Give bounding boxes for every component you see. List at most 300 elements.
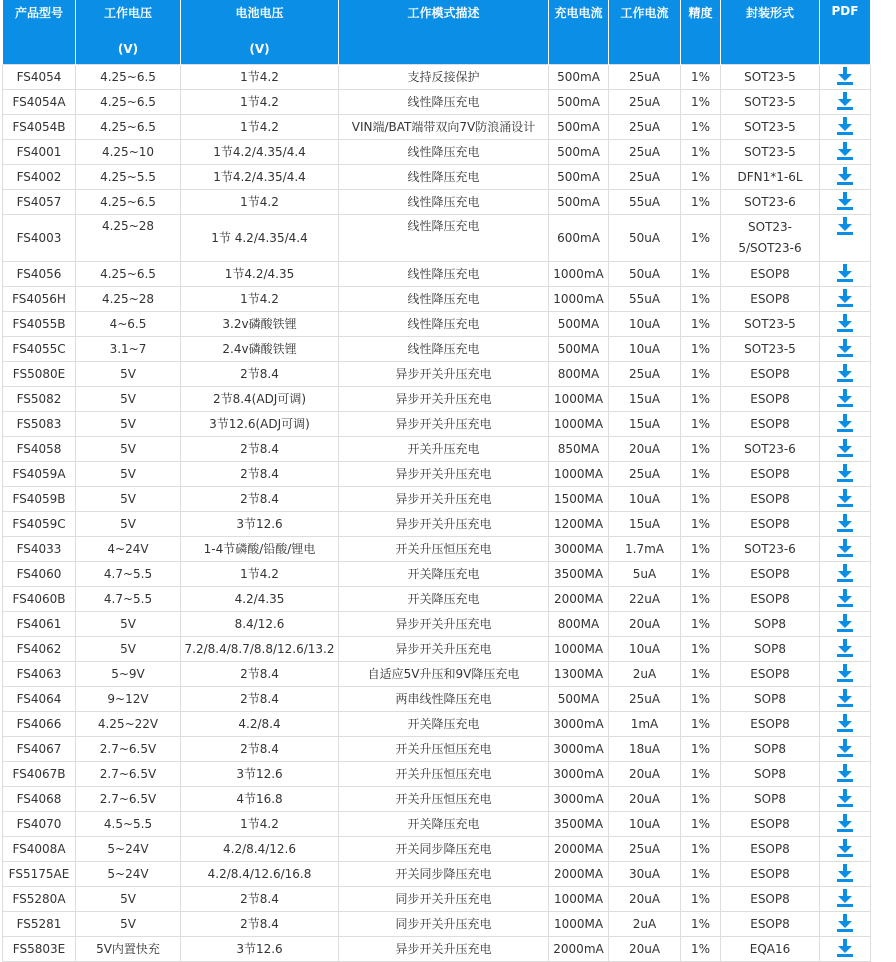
header-battery: 电池电压 (V)	[181, 0, 339, 65]
table-row	[3, 462, 871, 487]
cell-pdf	[820, 115, 871, 140]
download-arrow-icon[interactable]	[837, 839, 853, 857]
cell-battery: 1节4.2	[181, 562, 339, 587]
download-arrow-icon[interactable]	[837, 142, 853, 160]
cell-package: SOT23-5	[721, 312, 820, 337]
cell-package: ESOP8	[721, 887, 820, 912]
cell-mode: 开关降压充电	[339, 587, 549, 612]
cell-model: FS4058	[3, 437, 76, 462]
cell-voltage: 4.25~22V	[76, 712, 181, 737]
cell-mode: 线性降压充电	[339, 215, 549, 262]
header-charge-current: 充电电流	[549, 0, 609, 65]
cell-charge-current: 1000MA	[549, 912, 609, 937]
download-arrow-icon[interactable]	[837, 414, 853, 432]
cell-charge-current: 3000mA	[549, 712, 609, 737]
cell-precision: 1%	[681, 115, 721, 140]
cell-voltage: 4.25~6.5	[76, 65, 181, 90]
cell-voltage: 2.7~6.5V	[76, 787, 181, 812]
cell-mode: 开关同步降压充电	[339, 837, 549, 862]
cell-package: ESOP8	[721, 812, 820, 837]
cell-charge-current: 500MA	[549, 312, 609, 337]
cell-model: FS4002	[3, 165, 76, 190]
download-arrow-icon[interactable]	[837, 939, 853, 957]
table-row	[3, 215, 871, 262]
cell-battery: 1节4.2	[181, 115, 339, 140]
table-row	[3, 737, 871, 762]
cell-package: SOP8	[721, 737, 820, 762]
cell-package: ESOP8	[721, 562, 820, 587]
cell-model: FS4057	[3, 190, 76, 215]
cell-mode: 开关升压恒压充电	[339, 762, 549, 787]
cell-mode: 开关同步降压充电	[339, 862, 549, 887]
cell-mode: 异步开关升压充电	[339, 412, 549, 437]
cell-charge-current: 500mA	[549, 190, 609, 215]
download-arrow-icon[interactable]	[837, 217, 853, 235]
cell-precision: 1%	[681, 287, 721, 312]
cell-work-current: 25uA	[609, 115, 681, 140]
cell-model: FS4056	[3, 262, 76, 287]
cell-pdf	[820, 937, 871, 962]
cell-battery: 2节8.4	[181, 737, 339, 762]
download-arrow-icon[interactable]	[837, 739, 853, 757]
cell-work-current: 18uA	[609, 737, 681, 762]
download-arrow-icon[interactable]	[837, 192, 853, 210]
cell-precision: 1%	[681, 487, 721, 512]
cell-mode: 线性降压充电	[339, 287, 549, 312]
download-arrow-icon[interactable]	[837, 639, 853, 657]
cell-model: FS4063	[3, 662, 76, 687]
download-arrow-icon[interactable]	[837, 264, 853, 282]
cell-battery: 1节4.2	[181, 90, 339, 115]
table-row	[3, 762, 871, 787]
cell-mode: 线性降压充电	[339, 262, 549, 287]
cell-voltage: 5V	[76, 462, 181, 487]
header-precision: 精度	[681, 0, 721, 65]
cell-precision: 1%	[681, 437, 721, 462]
cell-charge-current: 800MA	[549, 362, 609, 387]
table-row	[3, 587, 871, 612]
cell-package: ESOP8	[721, 362, 820, 387]
cell-package: SOT23-5	[721, 337, 820, 362]
cell-work-current: 55uA	[609, 287, 681, 312]
cell-precision: 1%	[681, 312, 721, 337]
download-arrow-icon[interactable]	[837, 489, 853, 507]
download-arrow-icon[interactable]	[837, 864, 853, 882]
cell-voltage: 4.5~5.5	[76, 812, 181, 837]
cell-work-current: 25uA	[609, 462, 681, 487]
download-arrow-icon[interactable]	[837, 589, 853, 607]
cell-mode: 异步开关升压充电	[339, 362, 549, 387]
cell-mode: 开关降压充电	[339, 562, 549, 587]
cell-package: ESOP8	[721, 587, 820, 612]
download-arrow-icon[interactable]	[837, 67, 853, 85]
download-arrow-icon[interactable]	[837, 314, 853, 332]
cell-pdf	[820, 140, 871, 165]
cell-mode: 线性降压充电	[339, 337, 549, 362]
cell-package: ESOP8	[721, 912, 820, 937]
cell-precision: 1%	[681, 862, 721, 887]
cell-voltage: 5V	[76, 387, 181, 412]
cell-charge-current: 1000MA	[549, 387, 609, 412]
cell-voltage: 4.25~10	[76, 140, 181, 165]
header-voltage: 工作电压 (V)	[76, 0, 181, 65]
cell-precision: 1%	[681, 887, 721, 912]
cell-charge-current: 600mA	[549, 215, 609, 262]
cell-package: SOT23-6	[721, 537, 820, 562]
cell-charge-current: 800MA	[549, 612, 609, 637]
cell-battery: 2.4v磷酸铁锂	[181, 337, 339, 362]
cell-mode: 线性降压充电	[339, 190, 549, 215]
cell-battery: 3.2v磷酸铁锂	[181, 312, 339, 337]
table-row	[3, 887, 871, 912]
table-row	[3, 937, 871, 962]
cell-voltage: 5V	[76, 887, 181, 912]
table-row	[3, 537, 871, 562]
cell-model: FS4054B	[3, 115, 76, 140]
cell-work-current: 1mA	[609, 712, 681, 737]
table-row	[3, 437, 871, 462]
cell-work-current: 2uA	[609, 912, 681, 937]
cell-charge-current: 500MA	[549, 687, 609, 712]
cell-pdf	[820, 337, 871, 362]
cell-model: FS4067	[3, 737, 76, 762]
cell-mode: 同步开关升压充电	[339, 887, 549, 912]
table-row	[3, 487, 871, 512]
cell-model: FS4056H	[3, 287, 76, 312]
cell-mode: 异步开关升压充电	[339, 487, 549, 512]
download-arrow-icon[interactable]	[837, 714, 853, 732]
cell-voltage: 4~6.5	[76, 312, 181, 337]
table-row	[3, 712, 871, 737]
table-row	[3, 140, 871, 165]
cell-battery: 3节12.6	[181, 762, 339, 787]
download-arrow-icon[interactable]	[837, 464, 853, 482]
download-arrow-icon[interactable]	[837, 117, 853, 135]
cell-pdf	[820, 462, 871, 487]
cell-pdf	[820, 787, 871, 812]
download-arrow-icon[interactable]	[837, 814, 853, 832]
cell-pdf	[820, 312, 871, 337]
cell-charge-current: 500mA	[549, 65, 609, 90]
table-row	[3, 262, 871, 287]
cell-mode: 开关升压恒压充电	[339, 737, 549, 762]
cell-battery: 2节8.4(ADJ可调)	[181, 387, 339, 412]
cell-package: ESOP8	[721, 287, 820, 312]
cell-precision: 1%	[681, 562, 721, 587]
cell-precision: 1%	[681, 687, 721, 712]
cell-precision: 1%	[681, 637, 721, 662]
cell-pdf	[820, 215, 871, 262]
cell-precision: 1%	[681, 362, 721, 387]
download-arrow-icon[interactable]	[837, 614, 853, 632]
cell-voltage: 5V	[76, 637, 181, 662]
cell-package: ESOP8	[721, 462, 820, 487]
cell-pdf	[820, 837, 871, 862]
cell-battery: 1节 4.2/4.35/4.4	[181, 215, 339, 262]
header-pdf: PDF	[820, 0, 871, 65]
cell-pdf	[820, 912, 871, 937]
cell-mode: 开关升压充电	[339, 437, 549, 462]
header-model: 产品型号	[3, 0, 76, 65]
cell-mode: 异步开关升压充电	[339, 462, 549, 487]
cell-battery: 1-4节磷酸/铅酸/锂电	[181, 537, 339, 562]
cell-model: FS4068	[3, 787, 76, 812]
cell-precision: 1%	[681, 812, 721, 837]
cell-mode: 开关升压恒压充电	[339, 787, 549, 812]
cell-voltage: 4~24V	[76, 537, 181, 562]
cell-battery: 2节8.4	[181, 662, 339, 687]
cell-model: FS4059A	[3, 462, 76, 487]
cell-model: FS4033	[3, 537, 76, 562]
cell-work-current: 20uA	[609, 762, 681, 787]
cell-charge-current: 3000mA	[549, 762, 609, 787]
cell-battery: 4.2/8.4	[181, 712, 339, 737]
cell-model: FS4067B	[3, 762, 76, 787]
cell-voltage: 4.25~6.5	[76, 190, 181, 215]
table-row	[3, 862, 871, 887]
cell-charge-current: 1000MA	[549, 887, 609, 912]
cell-model: FS4003	[3, 215, 76, 262]
cell-work-current: 25uA	[609, 165, 681, 190]
cell-voltage: 4.25~6.5	[76, 90, 181, 115]
cell-battery: 1节4.2	[181, 65, 339, 90]
cell-mode: 两串线性降压充电	[339, 687, 549, 712]
cell-charge-current: 500mA	[549, 90, 609, 115]
cell-model: FS5083	[3, 412, 76, 437]
download-arrow-icon[interactable]	[837, 914, 853, 932]
cell-pdf	[820, 862, 871, 887]
cell-charge-current: 500MA	[549, 337, 609, 362]
cell-charge-current: 2000MA	[549, 837, 609, 862]
cell-precision: 1%	[681, 787, 721, 812]
table-row	[3, 115, 871, 140]
cell-precision: 1%	[681, 912, 721, 937]
cell-pdf	[820, 587, 871, 612]
cell-work-current: 25uA	[609, 362, 681, 387]
cell-work-current: 15uA	[609, 387, 681, 412]
cell-precision: 1%	[681, 462, 721, 487]
download-arrow-icon[interactable]	[837, 514, 853, 532]
cell-work-current: 15uA	[609, 412, 681, 437]
cell-mode: 开关升压恒压充电	[339, 537, 549, 562]
table-row	[3, 512, 871, 537]
table-row	[3, 637, 871, 662]
header-package: 封装形式	[721, 0, 820, 65]
download-arrow-icon[interactable]	[837, 167, 853, 185]
cell-charge-current: 500mA	[549, 115, 609, 140]
cell-voltage: 4.7~5.5	[76, 587, 181, 612]
cell-package: SOP8	[721, 787, 820, 812]
cell-mode: 线性降压充电	[339, 165, 549, 190]
cell-precision: 1%	[681, 537, 721, 562]
cell-model: FS4001	[3, 140, 76, 165]
cell-charge-current: 1000mA	[549, 287, 609, 312]
download-arrow-icon[interactable]	[837, 289, 853, 307]
cell-voltage: 5V	[76, 512, 181, 537]
cell-pdf	[820, 762, 871, 787]
cell-pdf	[820, 487, 871, 512]
download-arrow-icon[interactable]	[837, 364, 853, 382]
cell-pdf	[820, 562, 871, 587]
cell-work-current: 50uA	[609, 215, 681, 262]
cell-voltage: 2.7~6.5V	[76, 737, 181, 762]
cell-model: FS4059B	[3, 487, 76, 512]
cell-pdf	[820, 737, 871, 762]
cell-battery: 4节16.8	[181, 787, 339, 812]
table-row	[3, 787, 871, 812]
download-arrow-icon[interactable]	[837, 689, 853, 707]
cell-work-current: 50uA	[609, 262, 681, 287]
download-arrow-icon[interactable]	[837, 92, 853, 110]
table-row	[3, 387, 871, 412]
cell-work-current: 25uA	[609, 90, 681, 115]
cell-work-current: 5uA	[609, 562, 681, 587]
table-row	[3, 812, 871, 837]
table-row	[3, 337, 871, 362]
cell-voltage: 5~24V	[76, 862, 181, 887]
cell-precision: 1%	[681, 337, 721, 362]
download-arrow-icon[interactable]	[837, 764, 853, 782]
cell-pdf	[820, 812, 871, 837]
cell-precision: 1%	[681, 512, 721, 537]
cell-mode: 线性降压充电	[339, 90, 549, 115]
cell-precision: 1%	[681, 737, 721, 762]
download-arrow-icon[interactable]	[837, 539, 853, 557]
cell-charge-current: 500mA	[549, 165, 609, 190]
cell-pdf	[820, 387, 871, 412]
cell-battery: 4.2/4.35	[181, 587, 339, 612]
table-row	[3, 687, 871, 712]
cell-battery: 1节4.2	[181, 190, 339, 215]
cell-work-current: 10uA	[609, 487, 681, 512]
cell-model: FS5803E	[3, 937, 76, 962]
cell-model: FS5175AE	[3, 862, 76, 887]
cell-voltage: 9~12V	[76, 687, 181, 712]
cell-battery: 2节8.4	[181, 912, 339, 937]
cell-charge-current: 3000mA	[549, 787, 609, 812]
cell-work-current: 20uA	[609, 437, 681, 462]
cell-battery: 1节4.2	[181, 812, 339, 837]
cell-package: ESOP8	[721, 662, 820, 687]
cell-charge-current: 1000MA	[549, 412, 609, 437]
cell-work-current: 25uA	[609, 65, 681, 90]
cell-battery: 7.2/8.4/8.7/8.8/12.6/13.2	[181, 637, 339, 662]
table-row	[3, 837, 871, 862]
download-arrow-icon[interactable]	[837, 564, 853, 582]
cell-work-current: 30uA	[609, 862, 681, 887]
cell-model: FS4008A	[3, 837, 76, 862]
cell-work-current: 55uA	[609, 190, 681, 215]
cell-mode: 支持反接保护	[339, 65, 549, 90]
cell-package: ESOP8	[721, 387, 820, 412]
cell-package: SOP8	[721, 637, 820, 662]
cell-mode: 开关降压充电	[339, 812, 549, 837]
cell-charge-current: 3000MA	[549, 537, 609, 562]
cell-voltage: 4.25~28	[76, 287, 181, 312]
table-row	[3, 65, 871, 90]
table-row	[3, 612, 871, 637]
cell-work-current: 2uA	[609, 662, 681, 687]
cell-model: FS4054A	[3, 90, 76, 115]
cell-charge-current: 2000mA	[549, 937, 609, 962]
download-arrow-icon[interactable]	[837, 339, 853, 357]
cell-charge-current: 1200MA	[549, 512, 609, 537]
cell-battery: 2节8.4	[181, 437, 339, 462]
cell-package: SOT23-5	[721, 65, 820, 90]
cell-pdf	[820, 712, 871, 737]
cell-work-current: 25uA	[609, 140, 681, 165]
cell-package: ESOP8	[721, 512, 820, 537]
cell-voltage: 4.25~28	[76, 215, 181, 262]
cell-model: FS5080E	[3, 362, 76, 387]
cell-work-current: 10uA	[609, 312, 681, 337]
cell-voltage: 5V	[76, 612, 181, 637]
cell-package: SOP8	[721, 612, 820, 637]
table-row	[3, 562, 871, 587]
cell-precision: 1%	[681, 165, 721, 190]
cell-pdf	[820, 637, 871, 662]
cell-pdf	[820, 362, 871, 387]
cell-battery: 1节4.2/4.35/4.4	[181, 165, 339, 190]
cell-package: ESOP8	[721, 412, 820, 437]
cell-charge-current: 1000MA	[549, 462, 609, 487]
cell-pdf	[820, 262, 871, 287]
download-arrow-icon[interactable]	[837, 789, 853, 807]
cell-package: ESOP8	[721, 712, 820, 737]
cell-voltage: 5V	[76, 912, 181, 937]
cell-precision: 1%	[681, 140, 721, 165]
cell-pdf	[820, 662, 871, 687]
cell-mode: 异步开关升压充电	[339, 937, 549, 962]
download-arrow-icon[interactable]	[837, 389, 853, 407]
cell-package: SOT23-5	[721, 115, 820, 140]
cell-model: FS4055B	[3, 312, 76, 337]
cell-model: FS4059C	[3, 512, 76, 537]
cell-voltage: 4.7~5.5	[76, 562, 181, 587]
cell-work-current: 20uA	[609, 787, 681, 812]
download-arrow-icon[interactable]	[837, 439, 853, 457]
cell-pdf	[820, 165, 871, 190]
download-arrow-icon[interactable]	[837, 664, 853, 682]
cell-voltage: 5V	[76, 362, 181, 387]
cell-battery: 2节8.4	[181, 362, 339, 387]
cell-mode: 异步开关升压充电	[339, 612, 549, 637]
cell-precision: 1%	[681, 937, 721, 962]
cell-charge-current: 500mA	[549, 140, 609, 165]
cell-precision: 1%	[681, 762, 721, 787]
cell-package: SOP8	[721, 687, 820, 712]
cell-work-current: 25uA	[609, 837, 681, 862]
cell-charge-current: 2000MA	[549, 587, 609, 612]
table-row	[3, 362, 871, 387]
cell-mode: 异步开关升压充电	[339, 387, 549, 412]
cell-work-current: 10uA	[609, 812, 681, 837]
cell-precision: 1%	[681, 190, 721, 215]
product-spec-table	[2, 0, 871, 962]
cell-precision: 1%	[681, 837, 721, 862]
table-row	[3, 190, 871, 215]
download-arrow-icon[interactable]	[837, 889, 853, 907]
cell-package: ESOP8	[721, 262, 820, 287]
cell-package: DFN1*1-6L	[721, 165, 820, 190]
cell-precision: 1%	[681, 387, 721, 412]
cell-model: FS4066	[3, 712, 76, 737]
cell-pdf	[820, 287, 871, 312]
cell-pdf	[820, 190, 871, 215]
cell-charge-current: 1000mA	[549, 262, 609, 287]
cell-mode: 异步开关升压充电	[339, 637, 549, 662]
cell-model: FS4054	[3, 65, 76, 90]
